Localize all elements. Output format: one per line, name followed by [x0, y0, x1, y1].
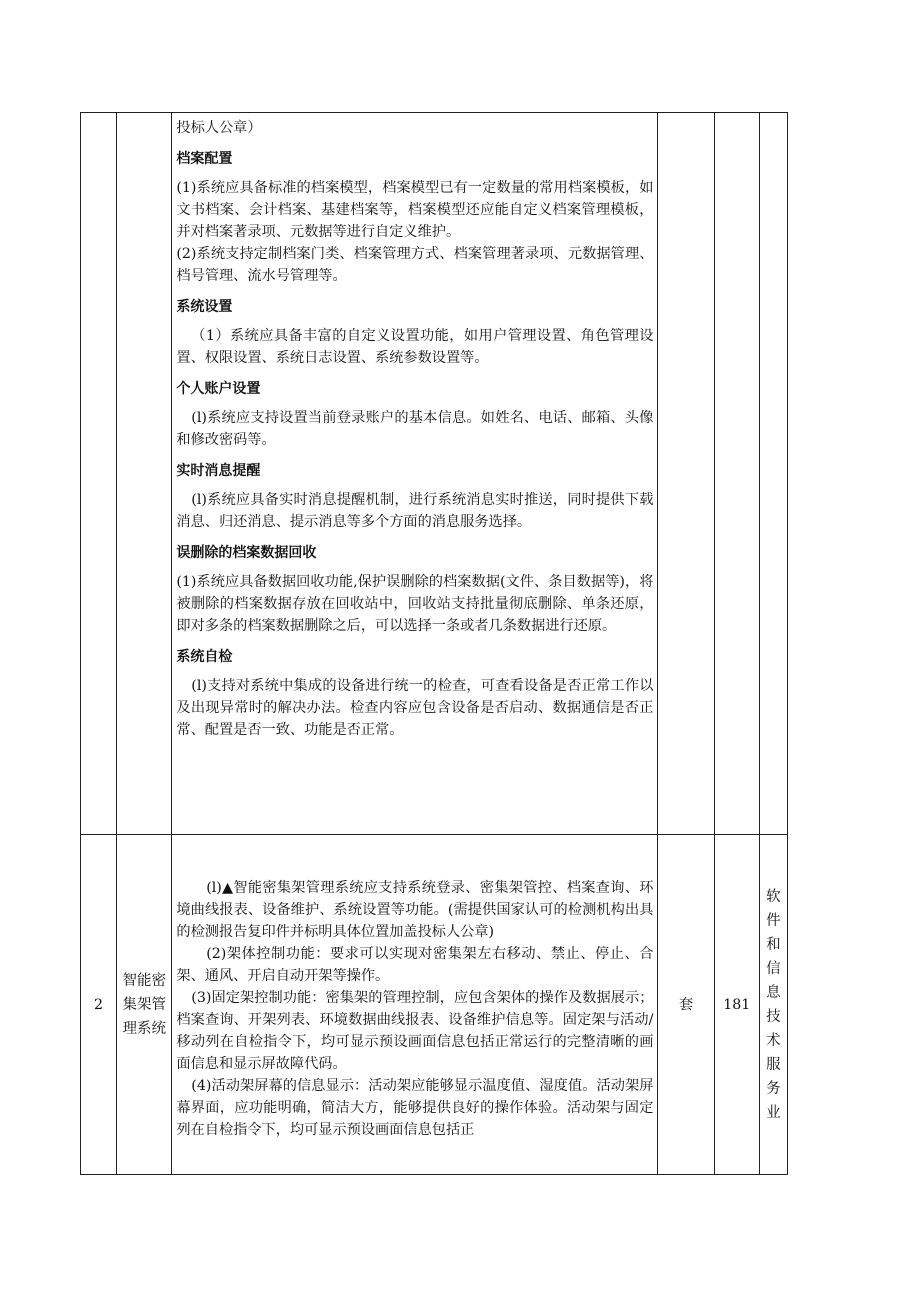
requirements-cell [172, 113, 658, 835]
quantity: 181 [714, 835, 759, 1175]
paragraph: (l)支持对系统中集成的设备进行统一的检查，可查看设备是否正常工作以及出现异常时的解决办法。检查内容应包含设备是否启动、数据通信是否正常、配置是否一致、功能是否正常。 [176, 678, 654, 738]
quantity-cell [714, 113, 759, 835]
paragraph: (2)架体控制功能：要求可以实现对密集架左右移动、禁止、停止、合架、通风、开启自动开架等操作。 [176, 946, 654, 984]
paragraph: (l)系统应具备实时消息提醒机制，进行系统消息实时推送，同时提供下载消息、归还消息、提示消息等多个方面的消息服务选择。 [176, 492, 654, 530]
paragraph: (1)系统应具备数据回收功能,保护误删除的档案数据(文件、条目数据等)，将被删除的档案数据存放在回收站中，回收站支持批量彻底删除、单条还原，即对多条的档案数据删除之后，可以选择一条或者几条数据进行还原。 [176, 574, 654, 634]
requirements-cell [172, 835, 658, 1175]
section-heading-self-check: 系统自检 [176, 649, 233, 665]
section-heading-account-settings: 个人账户设置 [176, 381, 261, 397]
unit-cell [658, 113, 714, 835]
paragraph: （1）系统应具备丰富的自定义设置功能，如用户管理设置、角色管理设置、权限设置、系统日志设置、系统参数设置等。 [176, 328, 654, 366]
paragraph: (l)系统应支持设置当前登录账户的基本信息。如姓名、电话、邮箱、头像和修改密码等。 [176, 410, 654, 448]
industry: 软件和信息技术服务业 [759, 835, 787, 1175]
continued-text: 投标人公章） [176, 120, 262, 136]
item-number: 2 [81, 835, 117, 1175]
section-heading-archive-config: 档案配置 [176, 151, 233, 167]
industry-cell [759, 113, 787, 835]
paragraph: (2)系统支持定制档案门类、档案管理方式、档案管理著录项、元数据管理、档号管理、流水号管理等。 [176, 246, 654, 284]
paragraph: (1)系统应具备标准的档案模型，档案模型已有一定数量的常用档案模板，如文书档案、会计档案、基建档案等，档案模型还应能自定义档案管理模板，并对档案著录项、元数据等进行自定义维护。 [176, 180, 654, 240]
procurement-table [80, 112, 788, 1175]
section-heading-data-recovery: 误删除的档案数据回收 [176, 545, 317, 561]
unit: 套 [658, 835, 714, 1175]
item-number-cell [81, 113, 117, 835]
section-heading-message-alerts: 实时消息提醒 [176, 463, 261, 479]
paragraph: (3)固定架控制功能：密集架的管理控制，应包含架体的操作及数据展示；档案查询、开架列表、环境数据曲线报表、设备维护信息等。固定架与活动/移动列在自检指令下，均可显示预设画面信息包括正常运行的完整清晰的画面信息和显示屏故障代码。 [176, 990, 654, 1072]
paragraph: (l)▲智能密集架管理系统应支持系统登录、密集架管控、档案查询、环境曲线报表、设备维护、系统设置等功能。(需提供国家认可的检测机构出具的检测报告复印件并标明具体位置加盖投标人公章) [176, 880, 654, 940]
table-row [81, 835, 788, 1175]
paragraph: (4)活动架屏幕的信息显示：活动架应能够显示温度值、湿度值。活动架屏幕界面，应功能明确，简洁大方，能够提供良好的操作体验。活动架与固定列在自检指令下，均可显示预设画面信息包括正 [176, 1078, 654, 1138]
section-heading-system-settings: 系统设置 [176, 299, 233, 315]
table-row [81, 113, 788, 835]
item-name: 智能密集架管理系统 [117, 835, 172, 1175]
item-name-cell [117, 113, 172, 835]
